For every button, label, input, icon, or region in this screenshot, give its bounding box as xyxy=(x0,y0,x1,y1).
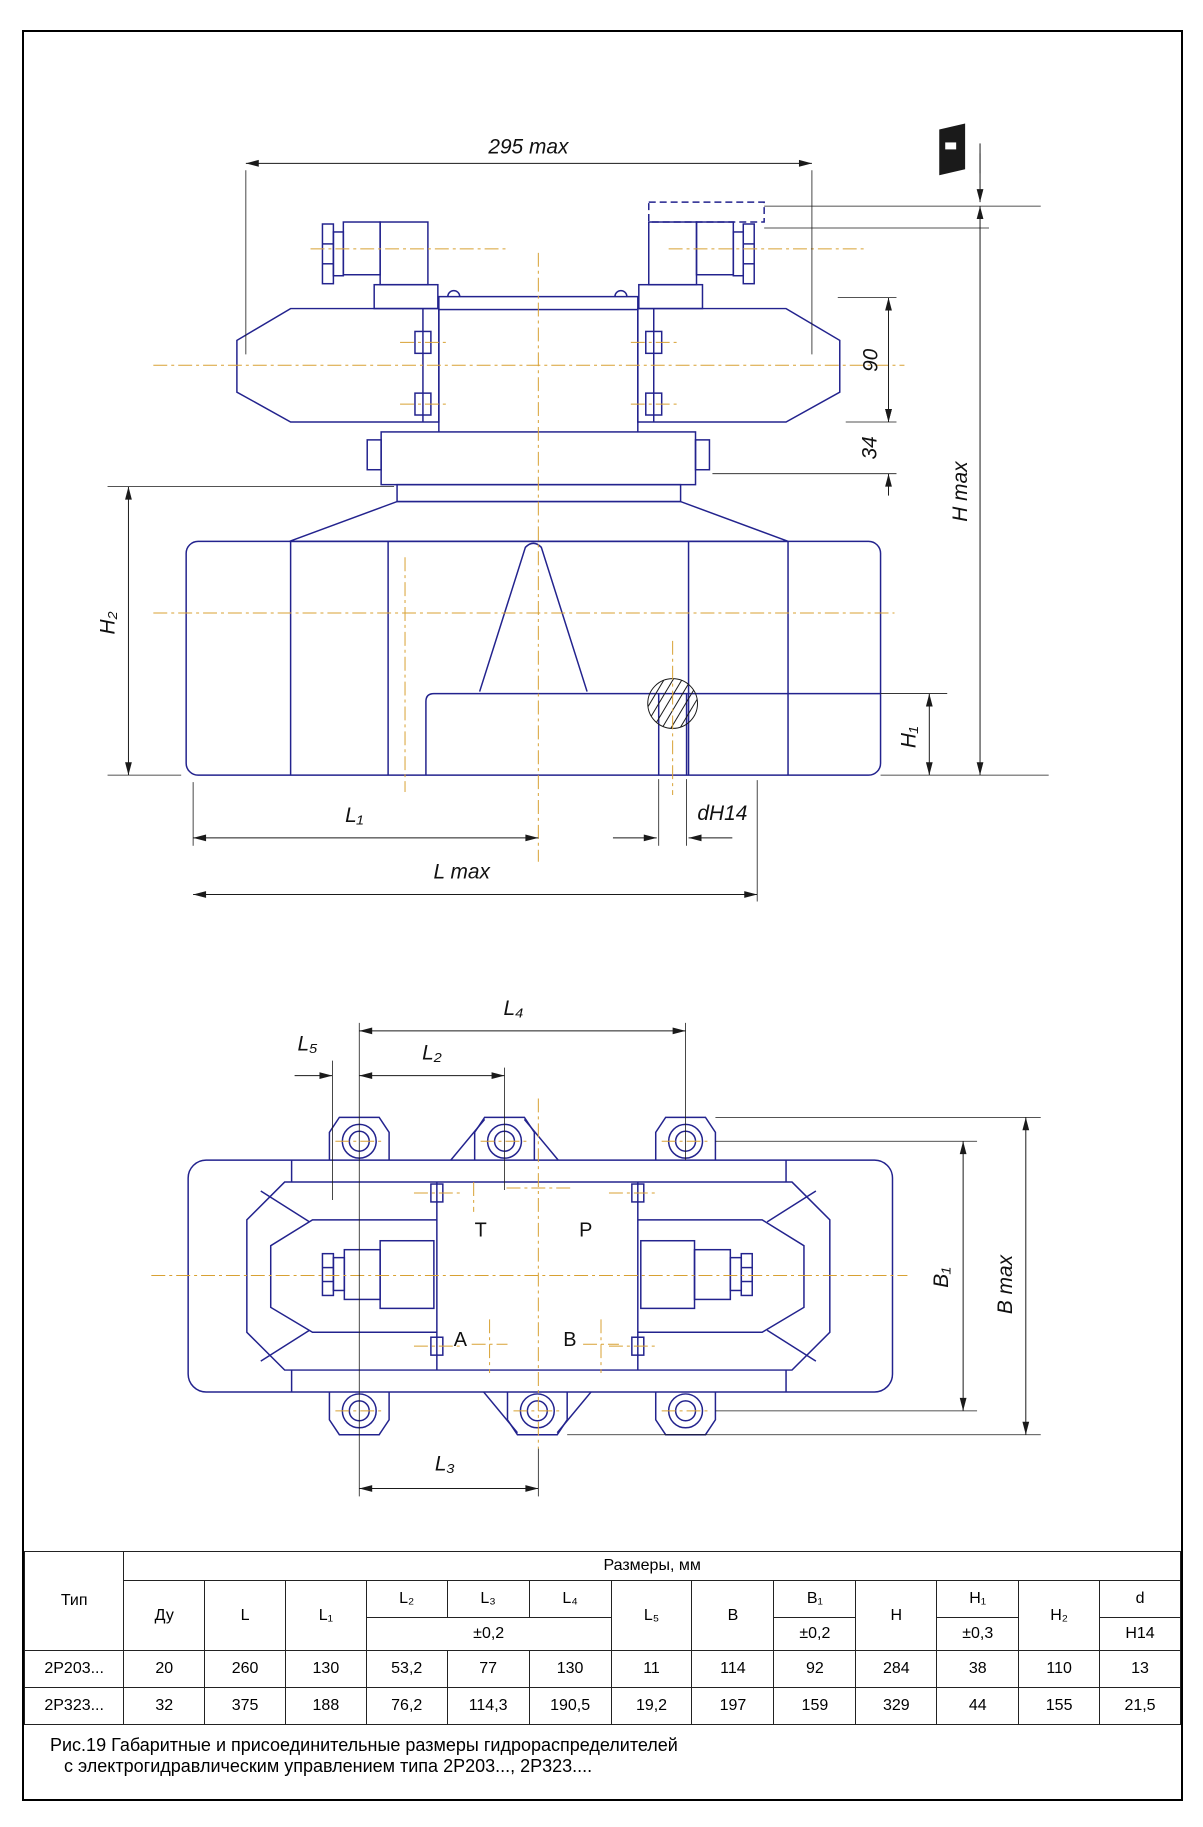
technical-drawing-canvas xyxy=(24,32,1181,1551)
cell-type: 2Р203... xyxy=(25,1651,124,1688)
table-header-l1: L₁ xyxy=(285,1581,366,1651)
cell-l: 375 xyxy=(205,1688,286,1725)
table-row xyxy=(25,1651,1181,1688)
cell-l2: 76,2 xyxy=(366,1688,447,1725)
dim-label-h2: H₂ xyxy=(96,611,120,635)
front-view-dimensions xyxy=(97,124,1049,902)
cell-b1: 92 xyxy=(774,1651,856,1688)
cell-l1: 130 xyxy=(285,1651,366,1688)
sheet-frame xyxy=(22,30,1183,1801)
cell-du: 32 xyxy=(124,1688,205,1725)
dim-label-hmax: H max xyxy=(949,461,973,522)
cell-b1: 159 xyxy=(774,1688,856,1725)
cell-h: 329 xyxy=(856,1688,937,1725)
plan-view-port-labels xyxy=(454,1220,593,1351)
table-header-b1: B₁ xyxy=(774,1581,856,1618)
figure-caption xyxy=(24,1725,1181,1799)
cell-l4: 130 xyxy=(529,1651,611,1688)
cell-h2: 110 xyxy=(1019,1651,1100,1688)
dim-label-l3: L₃ xyxy=(434,1452,455,1476)
cell-h1: 38 xyxy=(937,1651,1019,1688)
table-header-l3: L₃ xyxy=(447,1581,529,1618)
table-tolerance-h1: ±0,3 xyxy=(937,1618,1019,1651)
cell-h2: 155 xyxy=(1019,1688,1100,1725)
cell-l3: 77 xyxy=(447,1651,529,1688)
table-header-h: H xyxy=(856,1581,937,1651)
table-tolerance-d: H14 xyxy=(1100,1618,1181,1651)
front-view-outline xyxy=(186,202,880,775)
table-title: Размеры, мм xyxy=(124,1552,1181,1581)
dim-label-l4: L₄ xyxy=(503,996,524,1020)
cell-du: 20 xyxy=(124,1651,205,1688)
table-header-l5: L₅ xyxy=(611,1581,692,1651)
cell-type: 2Р323... xyxy=(25,1688,124,1725)
cell-b: 114 xyxy=(692,1651,774,1688)
table-header-l2: L₂ xyxy=(366,1581,447,1618)
table-header-l: L xyxy=(205,1581,286,1651)
dim-label-l5: L₅ xyxy=(297,1032,318,1056)
cell-b: 197 xyxy=(692,1688,774,1725)
port-label-t: T xyxy=(474,1219,487,1242)
port-label-a: A xyxy=(453,1329,468,1352)
dim-label-l2: L₂ xyxy=(422,1041,442,1065)
caption-line-2: с электрогидравлическим управлением типа 2Р203..., 2Р323.... xyxy=(64,1756,593,1776)
caption-line-1: Рис.19 Габаритные и присоединительные размеры гидрораспределителей xyxy=(50,1735,678,1755)
table-tolerance-l: ±0,2 xyxy=(366,1618,611,1651)
table-tolerance-b1: ±0,2 xyxy=(774,1618,856,1651)
table-header-d: d xyxy=(1100,1581,1181,1618)
table-header-h2: H₂ xyxy=(1019,1581,1100,1651)
table-header-l4: L₄ xyxy=(529,1581,611,1618)
table-header-b: B xyxy=(692,1581,774,1651)
cell-l5: 11 xyxy=(611,1651,692,1688)
port-label-p: P xyxy=(579,1219,593,1242)
dimensions-table xyxy=(24,1551,1181,1725)
table-header-du: Ду xyxy=(124,1581,205,1651)
front-view-centerlines xyxy=(153,249,904,862)
cell-h: 284 xyxy=(856,1651,937,1688)
table-header-type: Тип xyxy=(25,1552,124,1651)
dim-label-l1: L₁ xyxy=(345,803,364,827)
dim-label-b1: B₁ xyxy=(930,1267,954,1288)
cell-d: 21,5 xyxy=(1100,1688,1181,1725)
plan-view-dimensions xyxy=(295,997,1041,1497)
dim-label-295max: 295 max xyxy=(488,135,569,159)
cell-l4: 190,5 xyxy=(529,1688,611,1725)
cell-l1: 188 xyxy=(285,1688,366,1725)
dim-label-lmax: L max xyxy=(433,860,490,884)
cell-l3: 114,3 xyxy=(447,1688,529,1725)
cell-l2: 53,2 xyxy=(366,1651,447,1688)
dim-label-90: 90 xyxy=(859,348,883,372)
dim-label-bmax: B max xyxy=(993,1254,1017,1315)
cell-l: 260 xyxy=(205,1651,286,1688)
dim-label-dh14: dH14 xyxy=(697,801,748,825)
dim-label-h1: H₁ xyxy=(897,726,921,749)
view-direction-symbol xyxy=(939,124,980,203)
cell-d: 13 xyxy=(1100,1651,1181,1688)
cell-h1: 44 xyxy=(937,1688,1019,1725)
table-header-h1: H₁ xyxy=(937,1581,1019,1618)
table-row xyxy=(25,1688,1181,1725)
cell-l5: 19,2 xyxy=(611,1688,692,1725)
port-label-b: B xyxy=(563,1329,577,1352)
drawing-area xyxy=(24,32,1181,1551)
dim-label-34: 34 xyxy=(858,436,882,460)
